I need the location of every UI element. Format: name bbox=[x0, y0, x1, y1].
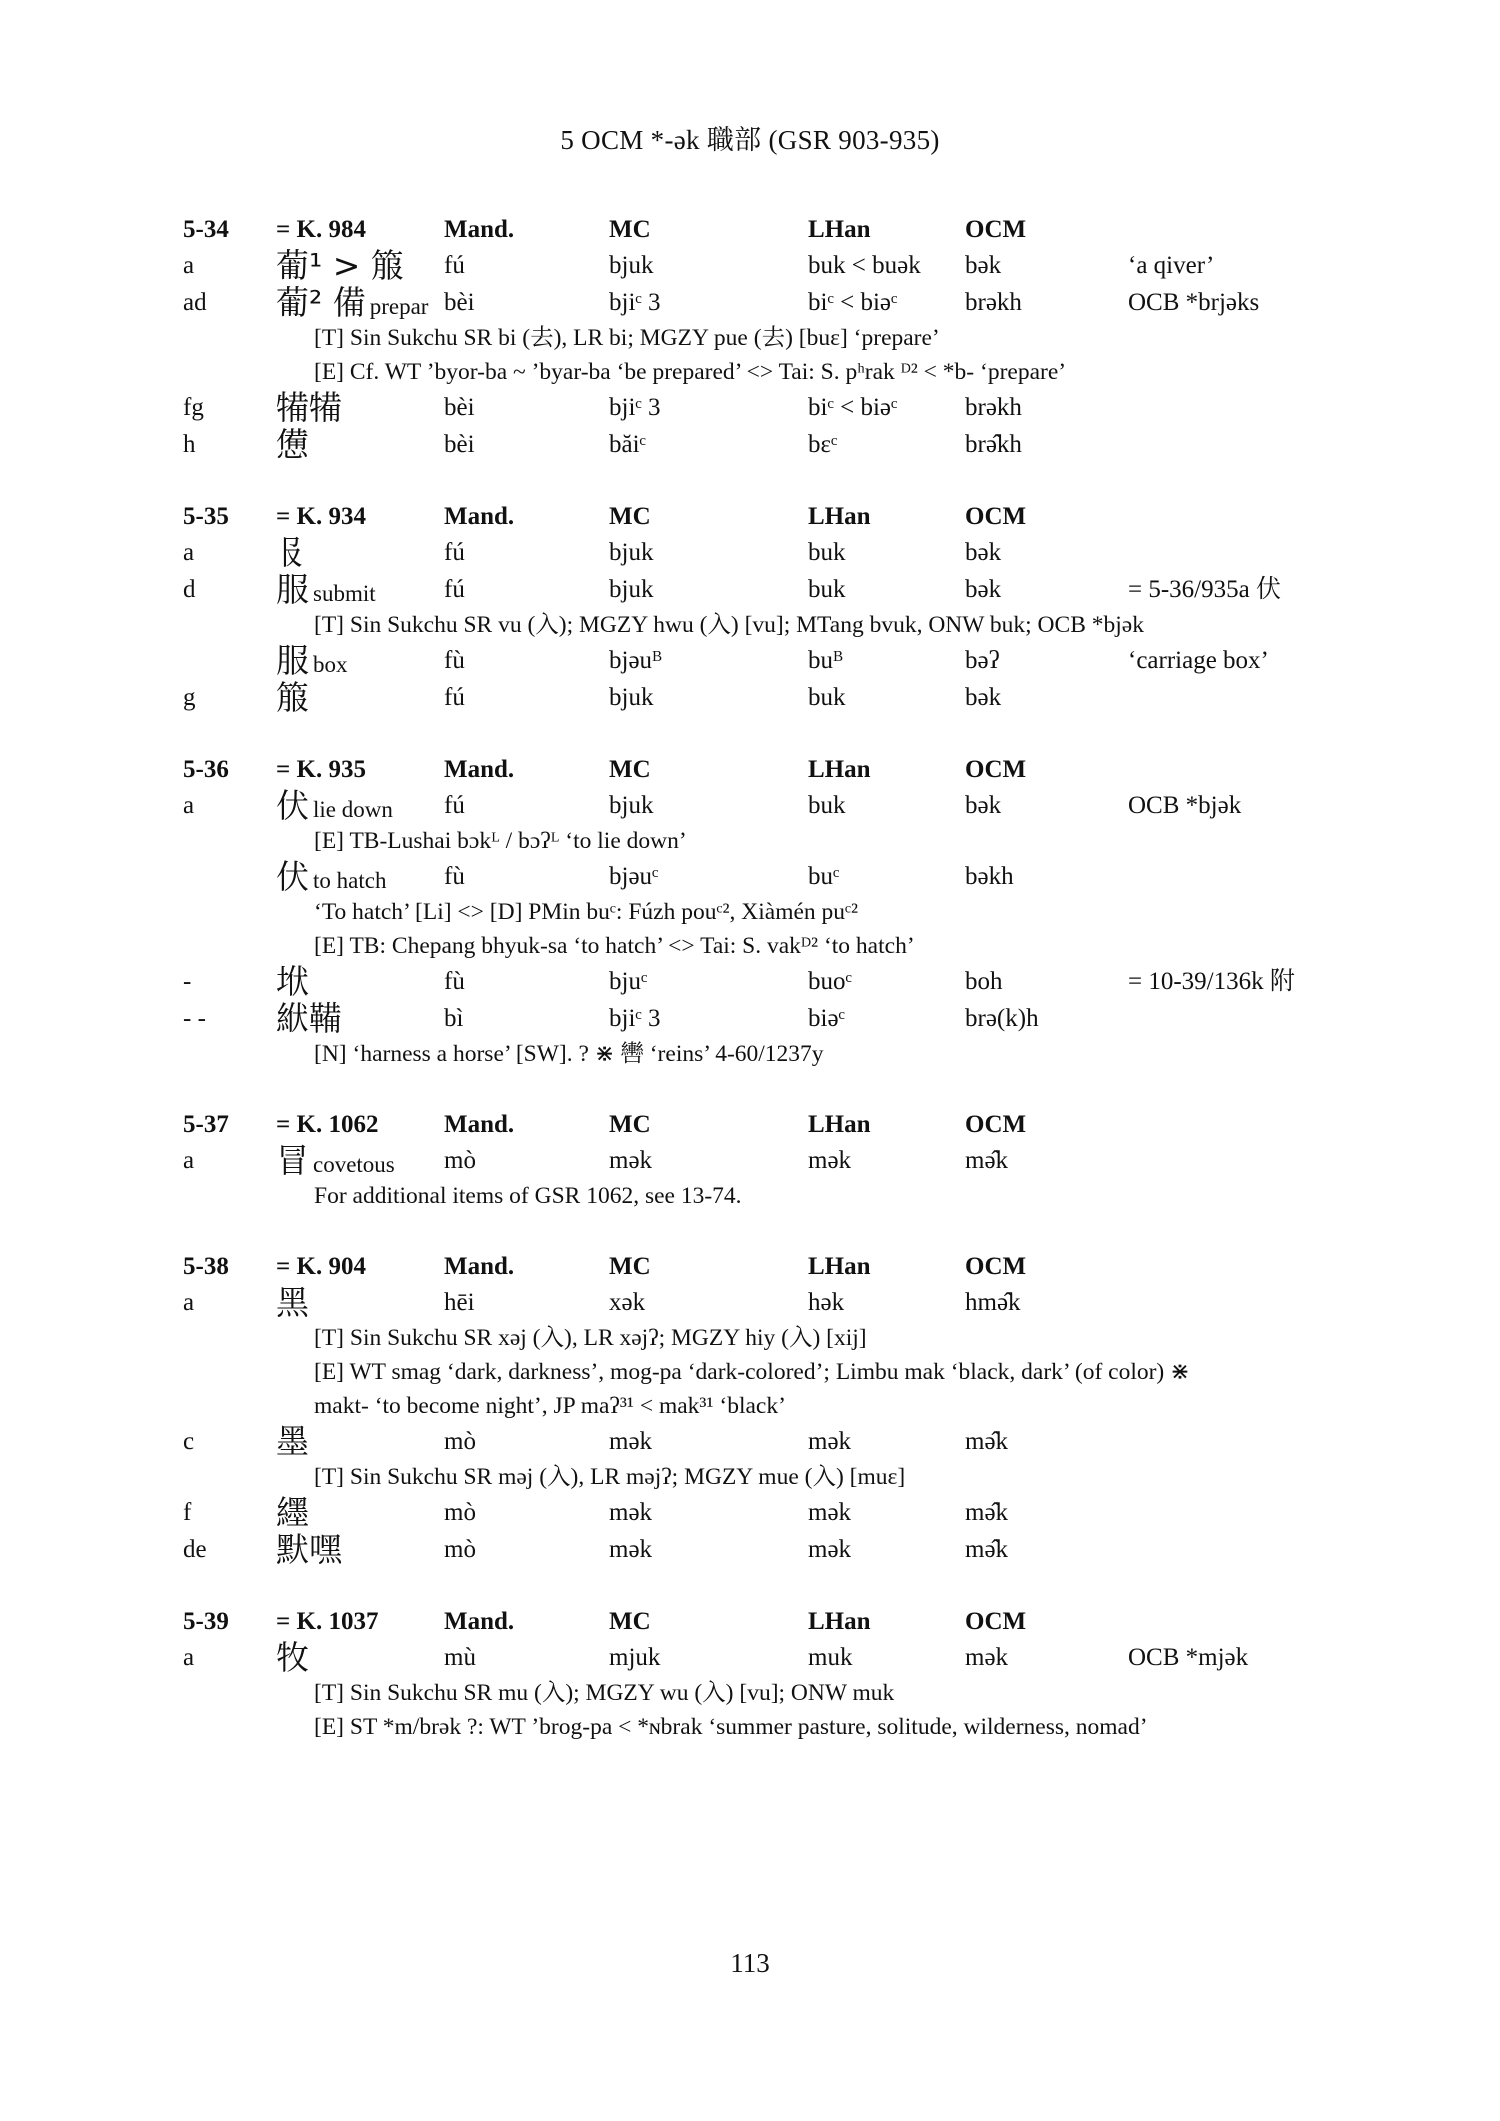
old-chinese-reading: brəkh bbox=[965, 289, 1022, 316]
page-number: 113 bbox=[730, 1948, 770, 1978]
row-id: g bbox=[183, 684, 196, 711]
middle-chinese-reading: mək bbox=[609, 1536, 653, 1563]
character-cell bbox=[276, 1000, 346, 1037]
gloss: box bbox=[313, 652, 348, 677]
mandarin-reading: fú bbox=[444, 684, 465, 711]
section-id: 5-35 bbox=[183, 503, 229, 530]
chinese-character: 垘 bbox=[276, 962, 309, 1001]
mandarin-reading: fú bbox=[444, 252, 465, 279]
chinese-character: 服 bbox=[276, 641, 309, 680]
middle-chinese-reading: mjuk bbox=[609, 1644, 661, 1671]
entry-row bbox=[0, 858, 1500, 895]
col-mand-header: Mand. bbox=[444, 503, 515, 530]
mandarin-reading: mò bbox=[444, 1499, 476, 1526]
middle-chinese-reading: xək bbox=[609, 1289, 646, 1316]
character-cell bbox=[276, 1494, 313, 1531]
old-chinese-reading: bəʔ bbox=[965, 647, 1000, 674]
chinese-character: 墨 bbox=[276, 1422, 309, 1461]
section-gap bbox=[0, 716, 1500, 752]
character-cell bbox=[276, 1142, 395, 1183]
mandarin-reading: mò bbox=[444, 1147, 476, 1174]
character-cell bbox=[276, 963, 313, 1000]
character-cell bbox=[276, 389, 346, 426]
character-cell bbox=[276, 571, 376, 612]
character-cell bbox=[276, 858, 386, 899]
row-note: OCB *mjək bbox=[1128, 1644, 1249, 1671]
row-id: fg bbox=[183, 394, 204, 421]
col-mc-header: MC bbox=[609, 503, 651, 530]
row-note: = 10-39/136k 附 bbox=[1128, 968, 1295, 995]
col-mc-header: MC bbox=[609, 756, 651, 783]
chinese-character: 箙 bbox=[276, 678, 309, 717]
col-lhan-header: LHan bbox=[808, 503, 871, 530]
old-chinese-reading: brə̂kh bbox=[965, 431, 1022, 458]
chinese-character: 服 bbox=[276, 570, 309, 609]
row-id: a bbox=[183, 792, 195, 819]
row-id: de bbox=[183, 1536, 207, 1563]
col-ocm-header: OCM bbox=[965, 503, 1027, 530]
note-line: [T] Sin Sukchu SR bi (去), LR bi; MGZY pue (去) [buɛ] ‘prepare’ bbox=[314, 325, 940, 351]
gloss: to hatch bbox=[313, 868, 387, 893]
section-gap bbox=[0, 1071, 1500, 1107]
section-header bbox=[0, 1249, 1500, 1284]
chinese-character: 伏 bbox=[276, 786, 309, 825]
note-line: [T] Sin Sukchu SR mu (入); MGZY wu (入) [vu]; ONW muk bbox=[314, 1680, 895, 1706]
entry-row bbox=[0, 1639, 1500, 1676]
character-cell bbox=[276, 284, 428, 325]
section-gap bbox=[0, 1568, 1500, 1604]
col-mc-header: MC bbox=[609, 216, 651, 243]
later-han-reading: buk < buək bbox=[808, 252, 921, 279]
later-han-reading: mək bbox=[808, 1147, 852, 1174]
middle-chinese-reading: bjiᶜ 3 bbox=[609, 1005, 661, 1032]
col-mc-header: MC bbox=[609, 1608, 651, 1635]
section-header bbox=[0, 212, 1500, 247]
section-gap bbox=[0, 463, 1500, 499]
mandarin-reading: fù bbox=[444, 968, 465, 995]
entry-row bbox=[0, 284, 1500, 321]
later-han-reading: muk bbox=[808, 1644, 853, 1671]
entry-section bbox=[0, 1249, 1500, 1604]
col-mc-header: MC bbox=[609, 1253, 651, 1280]
old-chinese-reading: brəkh bbox=[965, 394, 1022, 421]
entry-section bbox=[0, 499, 1500, 752]
gloss: prepar bbox=[369, 294, 429, 319]
middle-chinese-reading: bjuk bbox=[609, 539, 654, 566]
chinese-character: 冒 bbox=[276, 1141, 309, 1180]
chinese-character: 葡² 備 bbox=[276, 283, 366, 322]
middle-chinese-reading: bjəuᴮ bbox=[609, 647, 662, 674]
col-mand-header: Mand. bbox=[444, 1111, 515, 1138]
karlgren-ref: = K. 934 bbox=[276, 503, 366, 530]
later-han-reading: buoᶜ bbox=[808, 968, 852, 995]
entry-row bbox=[0, 247, 1500, 284]
gloss: lie down bbox=[313, 797, 393, 822]
section-header bbox=[0, 752, 1500, 787]
gloss: submit bbox=[313, 581, 376, 606]
later-han-reading: buk bbox=[808, 539, 846, 566]
row-id: ad bbox=[183, 289, 207, 316]
mandarin-reading: bèi bbox=[444, 394, 475, 421]
karlgren-ref: = K. 935 bbox=[276, 756, 366, 783]
mandarin-reading: mù bbox=[444, 1644, 476, 1671]
chinese-character: 絥鞴 bbox=[276, 999, 342, 1038]
row-note: OCB *brjəks bbox=[1128, 289, 1260, 316]
later-han-reading: buk bbox=[808, 684, 846, 711]
old-chinese-reading: bək bbox=[965, 576, 1002, 603]
middle-chinese-reading: mək bbox=[609, 1499, 653, 1526]
entry-row bbox=[0, 1494, 1500, 1531]
row-note: = 5-36/935a 伏 bbox=[1128, 576, 1281, 603]
character-cell bbox=[276, 1639, 313, 1676]
col-mand-header: Mand. bbox=[444, 756, 515, 783]
mandarin-reading: hēi bbox=[444, 1289, 475, 1316]
mandarin-reading: bèi bbox=[444, 289, 475, 316]
mandarin-reading: fú bbox=[444, 576, 465, 603]
chinese-character: 犕犕 bbox=[276, 388, 342, 427]
row-id: a bbox=[183, 1147, 195, 1174]
col-lhan-header: LHan bbox=[808, 216, 871, 243]
later-han-reading: buk bbox=[808, 792, 846, 819]
section-id: 5-34 bbox=[183, 216, 229, 243]
character-cell bbox=[276, 534, 313, 571]
later-han-reading: biəᶜ bbox=[808, 1005, 845, 1032]
chinese-character: 𠬝 bbox=[276, 533, 309, 572]
note-line: For additional items of GSR 1062, see 13-74. bbox=[314, 1183, 742, 1209]
middle-chinese-reading: bjiᶜ 3 bbox=[609, 289, 661, 316]
mandarin-reading: bì bbox=[444, 1005, 464, 1032]
col-mand-header: Mand. bbox=[444, 1253, 515, 1280]
row-id: a bbox=[183, 1644, 195, 1671]
section-id: 5-36 bbox=[183, 756, 229, 783]
old-chinese-reading: hmə̂k bbox=[965, 1289, 1021, 1316]
note-line: [T] Sin Sukchu SR vu (入); MGZY hwu (入) [vu]; MTang bvuk, ONW buk; OCB *bjək bbox=[314, 612, 1144, 638]
section-id: 5-38 bbox=[183, 1253, 229, 1280]
entry-row bbox=[0, 787, 1500, 824]
karlgren-ref: = K. 904 bbox=[276, 1253, 366, 1280]
old-chinese-reading: bək bbox=[965, 252, 1002, 279]
entry-row bbox=[0, 534, 1500, 571]
note-line: [T] Sin Sukchu SR xəj (入), LR xəjʔ; MGZY hiy (入) [xij] bbox=[314, 1325, 867, 1351]
entry-row bbox=[0, 679, 1500, 716]
mandarin-reading: fù bbox=[444, 647, 465, 674]
character-cell bbox=[276, 247, 408, 284]
gloss: covetous bbox=[313, 1152, 395, 1177]
entry-row bbox=[0, 1284, 1500, 1321]
note-line: [E] ST *m/brək ?: WT ’brog-pa < *ɴbrak ‘summer pasture, solitude, wilderness, nomad’ bbox=[314, 1714, 1148, 1740]
entries-container bbox=[0, 212, 1500, 1744]
row-id: a bbox=[183, 539, 195, 566]
entry-row bbox=[0, 426, 1500, 463]
middle-chinese-reading: mək bbox=[609, 1147, 653, 1174]
row-note: ‘carriage box’ bbox=[1128, 647, 1269, 674]
row-note: OCB *bjək bbox=[1128, 792, 1242, 819]
entry-row bbox=[0, 1423, 1500, 1460]
section-header bbox=[0, 499, 1500, 534]
character-cell bbox=[276, 679, 313, 716]
note-line: [T] Sin Sukchu SR məj (入), LR məjʔ; MGZY mue (入) [muɛ] bbox=[314, 1464, 906, 1490]
mandarin-reading: fú bbox=[444, 792, 465, 819]
middle-chinese-reading: bjuk bbox=[609, 252, 654, 279]
col-lhan-header: LHan bbox=[808, 756, 871, 783]
mandarin-reading: fú bbox=[444, 539, 465, 566]
row-id: f bbox=[183, 1499, 192, 1526]
character-cell bbox=[276, 1284, 313, 1321]
col-lhan-header: LHan bbox=[808, 1111, 871, 1138]
entry-section bbox=[0, 1604, 1500, 1744]
entry-row bbox=[0, 1142, 1500, 1179]
section-id: 5-39 bbox=[183, 1608, 229, 1635]
chinese-character: 纆 bbox=[276, 1493, 309, 1532]
entry-row bbox=[0, 1000, 1500, 1037]
character-cell bbox=[276, 787, 393, 828]
middle-chinese-reading: bjəuᶜ bbox=[609, 863, 659, 890]
chinese-character: 黑 bbox=[276, 1283, 309, 1322]
col-mc-header: MC bbox=[609, 1111, 651, 1138]
mandarin-reading: fù bbox=[444, 863, 465, 890]
old-chinese-reading: mə̂k bbox=[965, 1536, 1009, 1563]
entry-section bbox=[0, 1107, 1500, 1249]
row-note: ‘a qiver’ bbox=[1128, 252, 1215, 279]
middle-chinese-reading: bjuk bbox=[609, 576, 654, 603]
entry-row bbox=[0, 389, 1500, 426]
later-han-reading: mək bbox=[808, 1499, 852, 1526]
chinese-character: 憊 bbox=[276, 425, 309, 464]
middle-chinese-reading: bjuk bbox=[609, 684, 654, 711]
row-id: - bbox=[183, 968, 192, 995]
note-line: [E] TB-Lushai bɔkᴸ / bɔʔᴸ ‘to lie down’ bbox=[314, 828, 687, 854]
section-header bbox=[0, 1604, 1500, 1639]
entry-row bbox=[0, 642, 1500, 679]
old-chinese-reading: mək bbox=[965, 1644, 1009, 1671]
col-lhan-header: LHan bbox=[808, 1608, 871, 1635]
chinese-character: 默嘿 bbox=[276, 1530, 342, 1569]
middle-chinese-reading: bjiᶜ 3 bbox=[609, 394, 661, 421]
section-gap bbox=[0, 1213, 1500, 1249]
section-id: 5-37 bbox=[183, 1111, 229, 1138]
later-han-reading: biᶜ < biəᶜ bbox=[808, 394, 898, 421]
later-han-reading: mək bbox=[808, 1536, 852, 1563]
old-chinese-reading: boh bbox=[965, 968, 1003, 995]
entry-row bbox=[0, 571, 1500, 608]
old-chinese-reading: bəkh bbox=[965, 863, 1014, 890]
mandarin-reading: mò bbox=[444, 1536, 476, 1563]
later-han-reading: biᶜ < biəᶜ bbox=[808, 289, 898, 316]
note-line: ‘To hatch’ [Li] <> [D] PMin buᶜ: Fúzh pouᶜ², Xiàmén puᶜ² bbox=[314, 899, 859, 925]
old-chinese-reading: bək bbox=[965, 539, 1002, 566]
mandarin-reading: mò bbox=[444, 1428, 476, 1455]
row-id: a bbox=[183, 252, 195, 279]
later-han-reading: buᶜ bbox=[808, 863, 840, 890]
old-chinese-reading: brə(k)h bbox=[965, 1005, 1039, 1032]
old-chinese-reading: bək bbox=[965, 684, 1002, 711]
later-han-reading: bɛᶜ bbox=[808, 431, 838, 458]
note-line: [E] Cf. WT ’byor-ba ~ ’byar-ba ‘be prepared’ <> Tai: S. pʰrak ᴰ² < *b- ‘prepare’ bbox=[314, 359, 1067, 385]
later-han-reading: buᴮ bbox=[808, 647, 843, 674]
col-ocm-header: OCM bbox=[965, 1608, 1027, 1635]
entry-section bbox=[0, 212, 1500, 499]
old-chinese-reading: mə̂k bbox=[965, 1147, 1009, 1174]
row-id: c bbox=[183, 1428, 195, 1455]
note-line: [E] WT smag ‘dark, darkness’, mog-pa ‘dark-colored’; Limbu mak ‘black, dark’ (of color) ⋇ bbox=[314, 1359, 1190, 1385]
karlgren-ref: = K. 1062 bbox=[276, 1111, 379, 1138]
entry-row bbox=[0, 963, 1500, 1000]
middle-chinese-reading: mək bbox=[609, 1428, 653, 1455]
character-cell bbox=[276, 642, 348, 683]
later-han-reading: hək bbox=[808, 1289, 845, 1316]
page-title: 5 OCM *-ək 職部 (GSR 903-935) bbox=[560, 125, 940, 155]
col-mand-header: Mand. bbox=[444, 1608, 515, 1635]
col-ocm-header: OCM bbox=[965, 756, 1027, 783]
later-han-reading: buk bbox=[808, 576, 846, 603]
col-ocm-header: OCM bbox=[965, 1111, 1027, 1138]
karlgren-ref: = K. 1037 bbox=[276, 1608, 379, 1635]
middle-chinese-reading: bjuᶜ bbox=[609, 968, 648, 995]
character-cell bbox=[276, 1423, 313, 1460]
later-han-reading: mək bbox=[808, 1428, 852, 1455]
chinese-character: 牧 bbox=[276, 1638, 309, 1677]
old-chinese-reading: mə̂k bbox=[965, 1499, 1009, 1526]
entry-section bbox=[0, 752, 1500, 1107]
col-lhan-header: LHan bbox=[808, 1253, 871, 1280]
row-id: - - bbox=[183, 1005, 206, 1032]
karlgren-ref: = K. 984 bbox=[276, 216, 366, 243]
chinese-character: 葡¹ > 箙 bbox=[276, 246, 404, 285]
middle-chinese-reading: băiᶜ bbox=[609, 431, 646, 458]
character-cell bbox=[276, 426, 313, 463]
note-line: makt- ‘to become night’, JP maʔ³¹ < mak³¹ ‘black’ bbox=[314, 1393, 786, 1419]
middle-chinese-reading: bjuk bbox=[609, 792, 654, 819]
col-ocm-header: OCM bbox=[965, 216, 1027, 243]
note-line: [E] TB: Chepang bhyuk-sa ‘to hatch’ <> Tai: S. vakᴰ² ‘to hatch’ bbox=[314, 933, 915, 959]
old-chinese-reading: mə̂k bbox=[965, 1428, 1009, 1455]
mandarin-reading: bèi bbox=[444, 431, 475, 458]
col-ocm-header: OCM bbox=[965, 1253, 1027, 1280]
chinese-character: 伏 bbox=[276, 857, 309, 896]
row-id: a bbox=[183, 1289, 195, 1316]
entry-row bbox=[0, 1531, 1500, 1568]
col-mand-header: Mand. bbox=[444, 216, 515, 243]
section-header bbox=[0, 1107, 1500, 1142]
character-cell bbox=[276, 1531, 346, 1568]
old-chinese-reading: bək bbox=[965, 792, 1002, 819]
note-line: [N] ‘harness a horse’ [SW]. ? ⋇ 轡 ‘reins’ 4-60/1237y bbox=[314, 1041, 824, 1067]
row-id: h bbox=[183, 431, 196, 458]
row-id: d bbox=[183, 576, 196, 603]
